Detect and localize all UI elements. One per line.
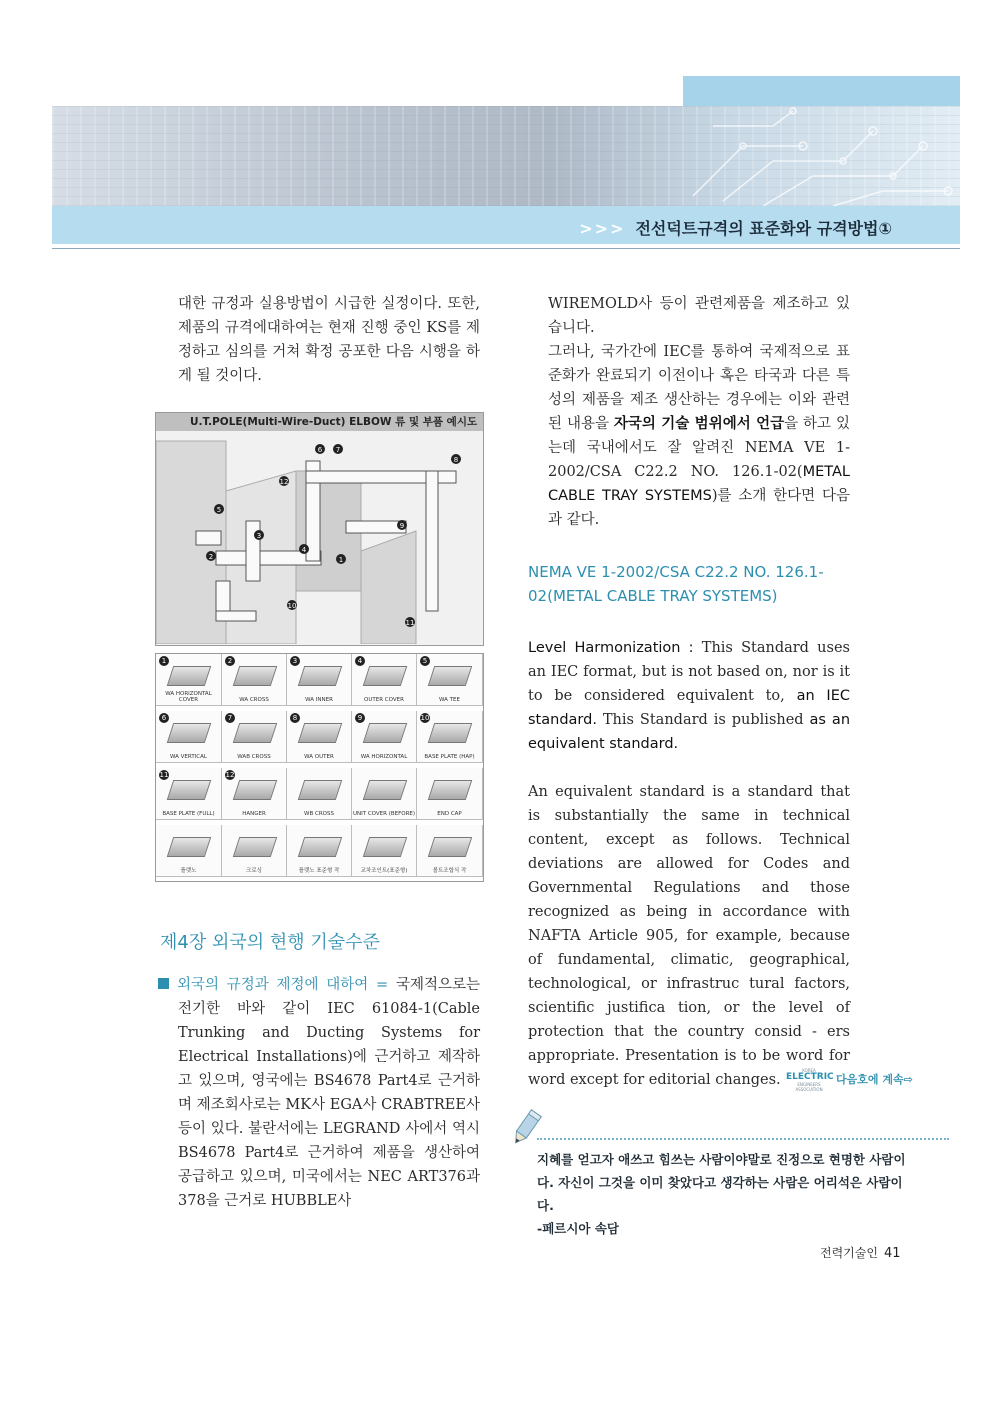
part-cell — [352, 768, 417, 820]
callout-11: 11 — [405, 619, 415, 627]
part-cell — [287, 825, 352, 877]
part-label: WB CROSS — [304, 811, 334, 817]
part-label: 크로싱 — [246, 868, 262, 874]
callout-3: 3 — [256, 532, 262, 540]
continued-next-issue: 다음호에 계속⇨ — [836, 1073, 913, 1086]
quote-divider — [537, 1138, 949, 1140]
part-label: END CAP — [437, 811, 462, 817]
header-title-text: 전선덕트규격의 표준화와 규격방법① — [635, 219, 892, 238]
level-phrase-1: an IEC standard. — [528, 688, 850, 728]
part-cell: 10 BASE PLATE (HAP) — [417, 711, 483, 763]
part-cell — [287, 768, 352, 820]
part-cell: 5 WA TEE — [417, 654, 483, 706]
bullet-text: 국제적으로는 전기한 바와 같이 IEC 61084-1(Cable Trunking and Ducting Systems for Electrical Installations)에 근거하고 제작하고 있으며, 영국에는 BS4678 Part4로 근거하며 제조회사로는 MK사 EGA사 CRABTREE사 등이 있다. 불란서에는 LEGRAND 사에서 역시 BS4678 Part4로 근거하여 제품을 생산하여 공급하고 있으며, 미국에서는 NEC ART376과 378을 근거로 HUBBLE사 — [178, 977, 481, 1209]
part-label: WA HORIZONTAL — [360, 754, 408, 760]
left-column — [178, 292, 480, 388]
part-cell — [352, 825, 417, 877]
proverb-quote — [537, 1148, 917, 1240]
callout-9: 9 — [399, 522, 405, 530]
part-cell — [156, 825, 222, 877]
highlighted-phrase: 자국의 기술 범위에서 언급 — [613, 416, 785, 432]
part-cell: 1 WA HORIZONTAL COVER — [156, 654, 222, 706]
nema-intro-text: 그러나, 국가간에 IEC를 통하여 국제적으로 표준화가 완료되기 이전이나 혹은 타국과 다른 특성의 제품을 제조 생산하는 경우에는 이와 관련된 내용을 — [548, 344, 850, 432]
page-number: 41 — [883, 1246, 901, 1261]
level-text-a: This Standard uses an IEC format, but is not based on, nor is it to be considered equivalent to, — [528, 640, 850, 704]
paragraph-wiremold — [528, 292, 850, 340]
part-label: WA CROSS — [239, 697, 269, 703]
part-cell: 9 WA HORIZONTAL — [352, 711, 417, 763]
quote-line: 다. 자신이 그것을 이미 찾았다고 생각하는 사람은 어리석은 사람이다. — [537, 1175, 903, 1213]
part-label: 교차조인트(표준형) — [360, 868, 408, 874]
part-cell — [417, 825, 483, 877]
part-cell: 4 OUTER COVER — [352, 654, 417, 706]
page-footer — [820, 1244, 901, 1261]
level-phrase-2: as an equivalent standard. — [528, 712, 851, 752]
figure-ut-pole-elbow — [155, 412, 484, 646]
right-column — [528, 292, 850, 1092]
header-arrows: >>> — [579, 219, 626, 238]
callout-10: 10 — [287, 602, 297, 610]
callout-4: 4 — [301, 546, 307, 554]
callout-5: 5 — [216, 506, 222, 514]
level-text-b: This Standard is published — [596, 712, 810, 728]
paragraph-nema-intro — [528, 340, 850, 532]
quote-attribution: -페르시아 속담 — [537, 1221, 619, 1236]
part-cell: 2 WA CROSS — [222, 654, 287, 706]
part-label: HANGER — [242, 811, 266, 817]
foreign-standards-paragraph — [158, 973, 480, 1213]
part-cell: 8 WA OUTER — [287, 711, 352, 763]
intro-paragraph: 대한 규정과 실용방법이 시급한 실정이다. 또한, 제품의 규격에대하여는 현재 진행 중인 KS를 제정하고 심의를 거쳐 확정 공포한 다음 시행을 하게 될 것이다. — [178, 296, 480, 384]
callout-6: 6 — [317, 446, 323, 454]
magazine-name: 전력기술인 — [820, 1246, 878, 1260]
part-label: WA TEE — [439, 697, 460, 703]
part-cell: 7 WAB CROSS — [222, 711, 287, 763]
part-label: UNIT COVER (BEFORE) — [352, 811, 416, 817]
page-header-title — [579, 216, 892, 239]
quote-line: 지혜를 얻고자 애쓰고 힘쓰는 사람이야말로 진정으로 현명한 사람이 — [537, 1152, 906, 1167]
callout-2: 2 — [208, 553, 214, 561]
part-cell — [417, 768, 483, 820]
part-label: BASE PLATE (FULL) — [162, 811, 215, 817]
part-label: 플랫노 — [180, 868, 197, 874]
part-label: WA INNER — [305, 697, 333, 703]
part-cell — [222, 825, 287, 877]
part-label: OUTER COVER — [364, 697, 404, 703]
part-label: WA VERTICAL — [170, 754, 207, 760]
header-divider — [52, 248, 960, 249]
callout-12: 12 — [279, 478, 289, 486]
header-corner-block — [683, 76, 960, 106]
figure1-title: U.T.POLE(Multi-Wire-Duct) ELBOW 류 및 부품 예시도 — [156, 413, 483, 431]
part-label: BASE PLATE (HAP) — [424, 754, 475, 760]
part-cell: 6 WA VERTICAL — [156, 711, 222, 763]
part-label: WA OUTER — [304, 754, 334, 760]
part-label: WA HORIZONTAL COVER — [165, 691, 212, 703]
electric-logo — [786, 1068, 832, 1092]
part-cell: 3 WA INNER — [287, 654, 352, 706]
figure1-illustration — [156, 431, 483, 644]
pencil-icon — [506, 1108, 546, 1148]
section-title-nema: NEMA VE 1-2002/CSA C22.2 NO. 126.1-02(METAL CABLE TRAY SYSTEMS) — [528, 563, 824, 605]
logo-top-text: KOREA — [802, 1068, 816, 1073]
part-cell: 12 HANGER — [222, 768, 287, 820]
callout-7: 7 — [335, 446, 341, 454]
level-harmonization-label: Level Harmonization : — [528, 640, 702, 656]
chapter-title: 제4장 외국의 현행 기술수준 — [160, 932, 380, 953]
callout-8: 8 — [453, 456, 459, 464]
paragraph-equivalent-standard: An equivalent standard is a standard that is substantially the same in technical content, except as follows. Technical deviations are allowed for Codes and Governmental Regulations and those recognized as being in accordance with NAFTA Article 905, for example, because of fundamental, climatic, geographical, technological, or infrastruc tural factors, scientific justifica tion, or the level of protection that the country consid - ers appropriate. Presentation is to be word for word except for editorial changes. — [528, 784, 850, 1088]
logo-main-text: ELECTRIC — [786, 1072, 834, 1082]
part-label: 플랫노 표준형 작 — [298, 868, 340, 874]
part-label: WAB CROSS — [237, 754, 271, 760]
logo-sub-text: ENGINEERS ASSOCIATION — [795, 1082, 823, 1092]
metal-cable-tray-phrase: METAL CABLE TRAY SYSTEMS — [548, 464, 850, 504]
left-column-body — [178, 973, 480, 1213]
square-bullet-icon — [158, 978, 169, 989]
callout-1: 1 — [338, 556, 344, 564]
paragraph-level-harmonization — [528, 636, 850, 756]
figure-parts-grid — [155, 653, 484, 882]
wiremold-text: WIREMOLD사 등이 관련제품을 제조하고 있습니다. — [548, 296, 850, 336]
bullet-heading: 외국의 규정과 제정에 대하여 = — [177, 977, 389, 993]
nema-intro-text-2: 을 하고 있는데 국내에서도 잘 알려진 NEMA VE 1-2002/CSA C22.2 NO. 126.1-02( — [548, 416, 851, 480]
nema-intro-text-3: )를 소개 한다면 다음과 같다. — [548, 488, 850, 528]
part-cell: 11 BASE PLATE (FULL) — [156, 768, 222, 820]
part-label: 볼트조합식 작 — [432, 868, 467, 874]
circuit-pattern-graphic — [683, 106, 960, 206]
